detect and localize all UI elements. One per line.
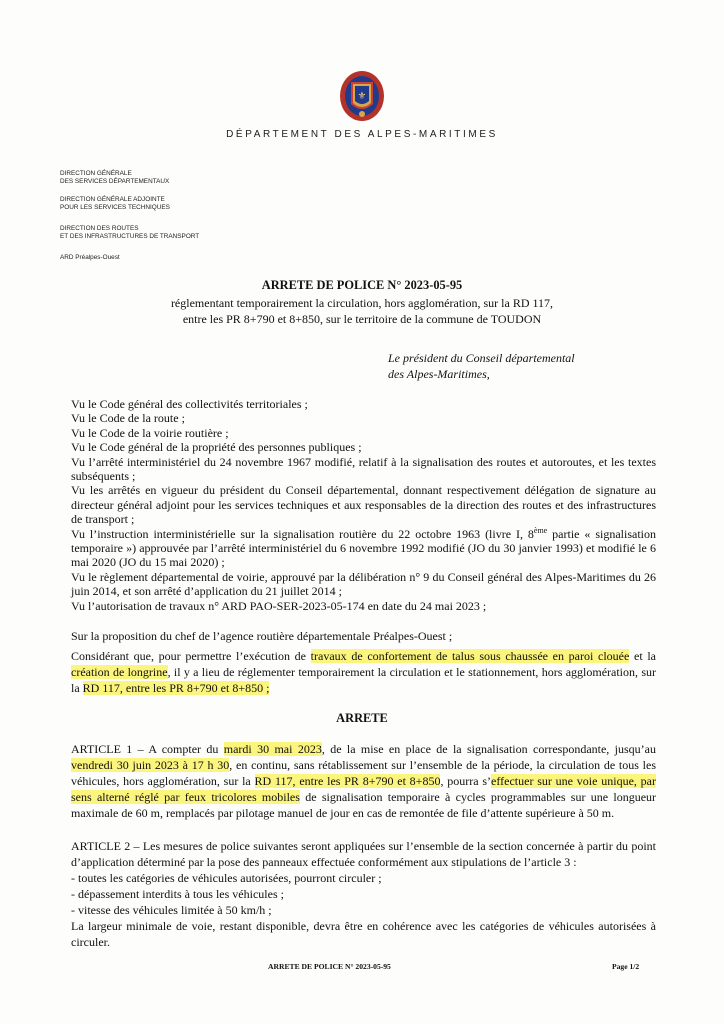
visa-item bbox=[71, 527, 656, 570]
document-title: ARRETE DE POLICE N° 2023-05-95 bbox=[261, 278, 463, 292]
visa-item: Vu le Code général de la propriété des personnes publiques ; bbox=[71, 440, 362, 455]
text-run: , de la mise en place de la signalisation correspondante, jusqu’au bbox=[321, 742, 656, 756]
visa-item: Vu le Code général des collectivités territoriales ; bbox=[71, 397, 308, 411]
subtitle-line: entre les PR 8+790 et 8+850, sur le territoire de la commune de TOUDON bbox=[182, 312, 542, 326]
highlighted-text: RD 117, entre les PR 8+790 et 8+850 bbox=[254, 774, 441, 788]
article-2 bbox=[71, 838, 656, 950]
text-run: et la bbox=[629, 649, 656, 663]
arrete-heading: ARRETE bbox=[336, 711, 388, 725]
visa-item: Vu le Code de la route ; bbox=[71, 411, 185, 426]
highlighted-text: vendredi 30 juin 2023 à 17 h 30 bbox=[71, 758, 230, 772]
article-2-closing: La largeur minimale de voie, restant disponible, devra être en cohérence avec les catégories de véhicules autorisées à circuler. bbox=[71, 919, 656, 949]
article-2-measures bbox=[71, 870, 656, 918]
text-run: Considérant que, pour permettre l’exécution de bbox=[71, 649, 311, 663]
president-line: Le président du Conseil départemental bbox=[388, 351, 575, 365]
visa-text: partie « signalisation temporaire ») approuvée par l’arrêté interministériel du 6 novembre 1992 modifié (JO du 30 janvier 1993) et modifié le 6 mai 2020 (JO du 15 mai 2020) ; bbox=[71, 526, 656, 570]
list-item: - dépassement interdits à tous les véhicules ; bbox=[71, 887, 284, 901]
text-run: , il y a lieu de réglementer temporairement la circulation et le stationnement, hors agglomération, sur la bbox=[71, 665, 656, 695]
list-item: - toutes les catégories de véhicules autorisées, pourront circuler ; bbox=[71, 871, 382, 885]
visa-text: Vu l’instruction interministérielle sur la signalisation routière du 22 octobre 1963 (livre I, 8 bbox=[71, 526, 534, 541]
direction-line: DIRECTION GÉNÉRALE bbox=[60, 170, 132, 177]
highlighted-text: RD 117, entre les PR 8+790 et 8+850 ; bbox=[82, 681, 270, 695]
direction-line: DIRECTION DES ROUTES bbox=[60, 225, 139, 232]
proposition-paragraph: Sur la proposition du chef de l’agence routière départementale Préalpes-Ouest ; bbox=[71, 629, 453, 643]
subtitle-line: réglementant temporairement la circulation, hors agglomération, sur la RD 117, bbox=[170, 296, 554, 310]
footer-reference: ARRETE DE POLICE N° 2023-05-95 bbox=[268, 962, 391, 971]
visa-item: Vu l’autorisation de travaux n° ARD PAO-SER-2023-05-174 en date du 24 mai 2023 ; bbox=[71, 598, 487, 613]
direction-routes bbox=[60, 225, 199, 242]
text-run: , pourra s’ bbox=[440, 774, 492, 788]
department-crest-logo bbox=[339, 70, 385, 122]
text-run: ARTICLE 1 – A compter du bbox=[71, 742, 224, 756]
svg-text:⚜: ⚜ bbox=[357, 91, 367, 102]
article-1 bbox=[71, 741, 656, 821]
direction-line: POUR LES SERVICES TECHNIQUES bbox=[60, 204, 170, 212]
highlighted-text: mardi 30 mai 2023 bbox=[223, 742, 322, 756]
text-run: de signalisation temporaire à cycles programmables sur une longueur maximale de 60 m, remplacés par pilotage manuel de jour en cas de remontée de file d’attente supérieure à 50 m. bbox=[71, 790, 657, 820]
direction-line: ET DES INFRASTRUCTURES DE TRANSPORT bbox=[60, 233, 200, 241]
highlighted-text: travaux de confortement de talus sous chaussée en paroi clouée bbox=[310, 649, 630, 663]
ard-agency bbox=[60, 254, 120, 262]
direction-generale-adjointe bbox=[60, 196, 170, 213]
president-signatory bbox=[388, 350, 575, 382]
highlighted-text: création de longrine bbox=[71, 665, 168, 679]
president-line: des Alpes-Maritimes, bbox=[388, 367, 490, 381]
visa-superscript: ème bbox=[533, 525, 548, 535]
visas-list bbox=[71, 397, 656, 613]
article-2-intro: ARTICLE 2 – Les mesures de police suivantes seront appliquées sur l’ensemble de la section concernée à partir du point d’application déterminé par la pose des panneaux effectuée conformément aux stipulations de l’article 3 : bbox=[71, 839, 656, 869]
list-item: - vitesse des véhicules limitée à 50 km/h ; bbox=[71, 903, 272, 917]
department-name: DÉPARTEMENT DES ALPES-MARITIMES bbox=[226, 129, 498, 140]
considerant-paragraph bbox=[71, 648, 656, 696]
visa-item: Vu le Code de la voirie routière ; bbox=[71, 425, 229, 440]
direction-line: DES SERVICES DÉPARTEMENTAUX bbox=[60, 178, 170, 186]
direction-line: ARD Préalpes-Ouest bbox=[60, 254, 120, 261]
direction-line: DIRECTION GÉNÉRALE ADJOINTE bbox=[60, 196, 165, 203]
text-run: , en continu, sans rétablissement sur l’ensemble de la période, la circulation de tous les véhicules, hors agglomération, sur la bbox=[71, 758, 656, 788]
page-number: Page 1/2 bbox=[612, 962, 640, 971]
document-subtitle bbox=[0, 295, 724, 327]
visa-item: Vu le règlement départemental de voirie, approuvé par la délibération n° 9 du Conseil général des Alpes-Maritimes du 26 juin 2014, et son arrêté d’application du 21 juillet 2014 ; bbox=[71, 569, 656, 599]
highlighted-text: effectuer sur une voie unique, par sens alterné réglé par feux tricolores mobiles bbox=[71, 774, 657, 804]
visa-item: Vu les arrêtés en vigueur du président du Conseil départemental, donnant respectivement délégation de signature au directeur général adjoint pour les services techniques et aux responsables de la direction des routes et des infrastructures de transport ; bbox=[71, 483, 656, 527]
visa-item: Vu l’arrêté interministériel du 24 novembre 1967 modifié, relatif à la signalisation des routes et autoroutes, et les textes subséquents ; bbox=[71, 454, 656, 484]
direction-generale bbox=[60, 170, 169, 187]
